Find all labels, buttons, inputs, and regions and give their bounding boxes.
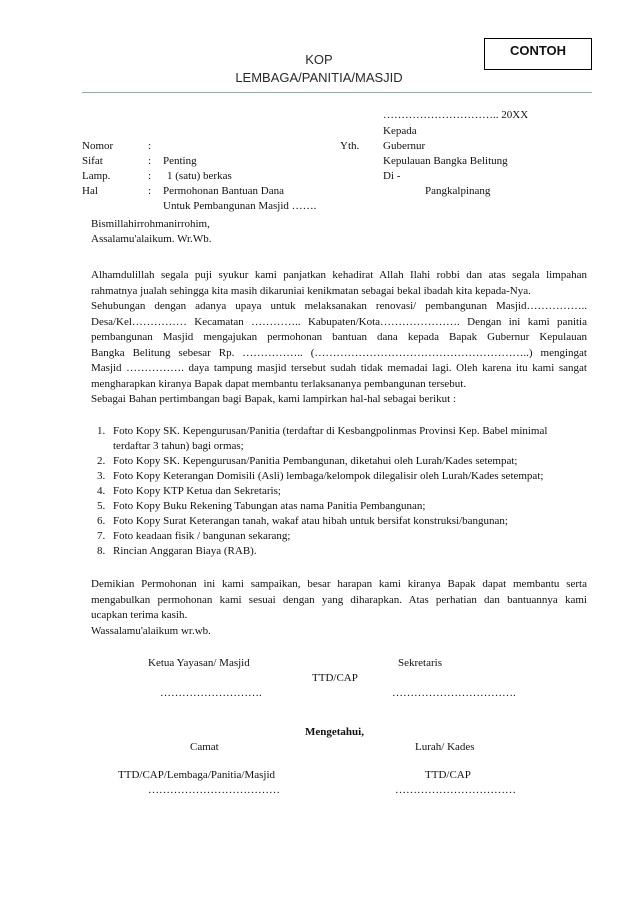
body-line: Alhamdulillah segala puji syukur kami panjatkan kehadirat Allah Ilahi robbi dan atas segala limpahan: [91, 269, 587, 281]
yth-label: Yth.: [340, 140, 360, 152]
list-item: [91, 499, 591, 514]
body-line: Sehubungan dengan adanya upaya untuk melaksanakan renovasi/ pembangunan Masjid……………..: [91, 300, 587, 312]
body-line: Desa/Kel…………… Kecamatan ………….. Kabupaten/Kota…………………. Dengan ini kami panitia: [91, 315, 587, 328]
body-line: Masjid ……………. daya tampung masjid tersebut sudah tidak memadai lagi. Oleh karena itu kami sangat: [91, 362, 587, 374]
greeting-line: Assalamu'alaikum. Wr.Wb.: [91, 233, 212, 245]
recipient-line: Kepulauan Bangka Belitung: [383, 155, 508, 167]
list-item-text: Rincian Anggaran Biaya (RAB).: [113, 545, 257, 557]
field-value: Penting: [163, 155, 197, 167]
list-number: 1.: [97, 425, 106, 437]
list-number: 6.: [97, 515, 106, 527]
closing-line: Demikian Permohonan ini kami sampaikan, besar harapan kami kiranya Bapak dapat membantu serta: [91, 578, 587, 590]
list-item: [91, 469, 591, 484]
list-item-text: Foto Kopy KTP Ketua dan Sekretaris;: [113, 485, 281, 497]
camat-ttd: TTD/CAP/Lembaga/Panitia/Masjid: [118, 769, 276, 781]
attachments-list: [91, 424, 591, 559]
date-line: ………………………….. 20XX: [383, 109, 529, 121]
contoh-badge: CONTOH: [484, 38, 592, 70]
list-item-text: Foto Kopy Keterangan Domisili (Asli) lembaga/kelompok dilegalisir oleh Lurah/Kades setempat;: [113, 470, 544, 482]
field-label: Hal: [82, 185, 98, 197]
list-item: [91, 514, 591, 529]
recipient-line: Di -: [383, 170, 401, 182]
body-line: Sebagai Bahan pertimbangan bagi Bapak, kami lampirkan hal-hal sebagai berikut :: [91, 393, 457, 405]
list-item-text: Foto Kopy Surat Keterangan tanah, wakaf atau hibah untuk bersifat konstruksi/bangunan;: [113, 515, 508, 527]
recipient-line: Kepada: [383, 125, 417, 137]
list-number: 4.: [97, 485, 106, 497]
recipient-line: Pangkalpinang: [425, 185, 491, 197]
list-number: 3.: [97, 470, 106, 482]
list-item-text: Foto Kopy SK. Kepengurusan/Panitia (terdaftar di Kesbangpolinmas Provinsi Kep. Babel minimal: [113, 425, 548, 437]
ttd-cap: TTD/CAP: [312, 672, 358, 684]
list-item: [91, 454, 591, 469]
kop-subtitle: LEMBAGA/PANITIA/MASJID: [235, 70, 403, 85]
ketua-signature-line: ……………………….: [160, 687, 262, 699]
field-colon: :: [148, 140, 152, 152]
body-paragraph: [91, 268, 587, 408]
camat-signature-line: ………………………………: [148, 784, 280, 796]
body-line: Bangka Belitung sebesar Rp. …………….. (…………………………………………………..) mengingat: [91, 346, 587, 359]
field-label: Lamp.: [82, 170, 111, 182]
closing-paragraph: [91, 577, 587, 639]
kop-title: KOP: [305, 52, 333, 67]
lurah-label: Lurah/ Kades: [415, 741, 475, 753]
field-label: Nomor: [82, 140, 114, 152]
lurah-ttd: TTD/CAP: [425, 769, 471, 781]
header-divider: [82, 92, 592, 93]
list-item-text: terdaftar 3 tahun) bagi ormas;: [113, 440, 244, 452]
camat-label: Camat: [190, 741, 219, 753]
field-colon: :: [148, 155, 152, 167]
list-item: [91, 544, 591, 559]
body-line: rahmatnya jualah sehingga kita masih dikaruniai kenikmatan sebagai bekal ibadah kita kepada-Nya.: [91, 284, 531, 297]
field-value: Permohonan Bantuan Dana: [163, 185, 284, 197]
lurah-signature-line: ……………………………: [395, 784, 516, 796]
greeting-line: Bismillahirrohmanirrohim,: [91, 218, 210, 230]
mengetahui-label: Mengetahui,: [305, 726, 364, 738]
field-colon: :: [148, 185, 152, 197]
field-colon: :: [148, 170, 152, 182]
list-item: [91, 424, 591, 454]
ketua-label: Ketua Yayasan/ Masjid: [148, 657, 250, 669]
list-number: 2.: [97, 455, 106, 467]
body-line: mengharapkan kiranya Bapak dapat membantu terlaksananya pembangunan tersebut.: [91, 377, 467, 390]
body-line: pembangunan Masjid mengajukan permohonan bantuan dana kepada Bapak Gubernur Kepulauan: [91, 331, 587, 343]
list-item-text: Foto Kopy SK. Kepengurusan/Panitia Pembangunan, diketahui oleh Lurah/Kades setempat;: [113, 455, 518, 467]
field-label: Sifat: [82, 155, 103, 167]
list-number: 5.: [97, 500, 106, 512]
closing-line: ucapkan terima kasih.: [91, 609, 188, 621]
list-item-text: Foto Kopy Buku Rekening Tabungan atas nama Panitia Pembangunan;: [113, 500, 426, 512]
closing-line: mengabulkan permohonan kami sesuai dengan yang diharapkan. Atas perhatian dan bantuannya kami: [91, 593, 587, 606]
sekretaris-label: Sekretaris: [398, 657, 442, 669]
list-item-text: Foto keadaan fisik / bangunan sekarang;: [113, 530, 291, 542]
list-item: [91, 484, 591, 499]
list-number: 7.: [97, 530, 106, 542]
list-item: [91, 529, 591, 544]
recipient-line: Gubernur: [383, 140, 426, 152]
hal-line2: Untuk Pembangunan Masjid …….: [163, 200, 317, 212]
list-number: 8.: [97, 545, 106, 557]
closing-salam: Wassalamu'alaikum wr.wb.: [91, 624, 211, 637]
field-value: 1 (satu) berkas: [167, 170, 232, 182]
sekretaris-signature-line: …………………………….: [392, 687, 516, 699]
